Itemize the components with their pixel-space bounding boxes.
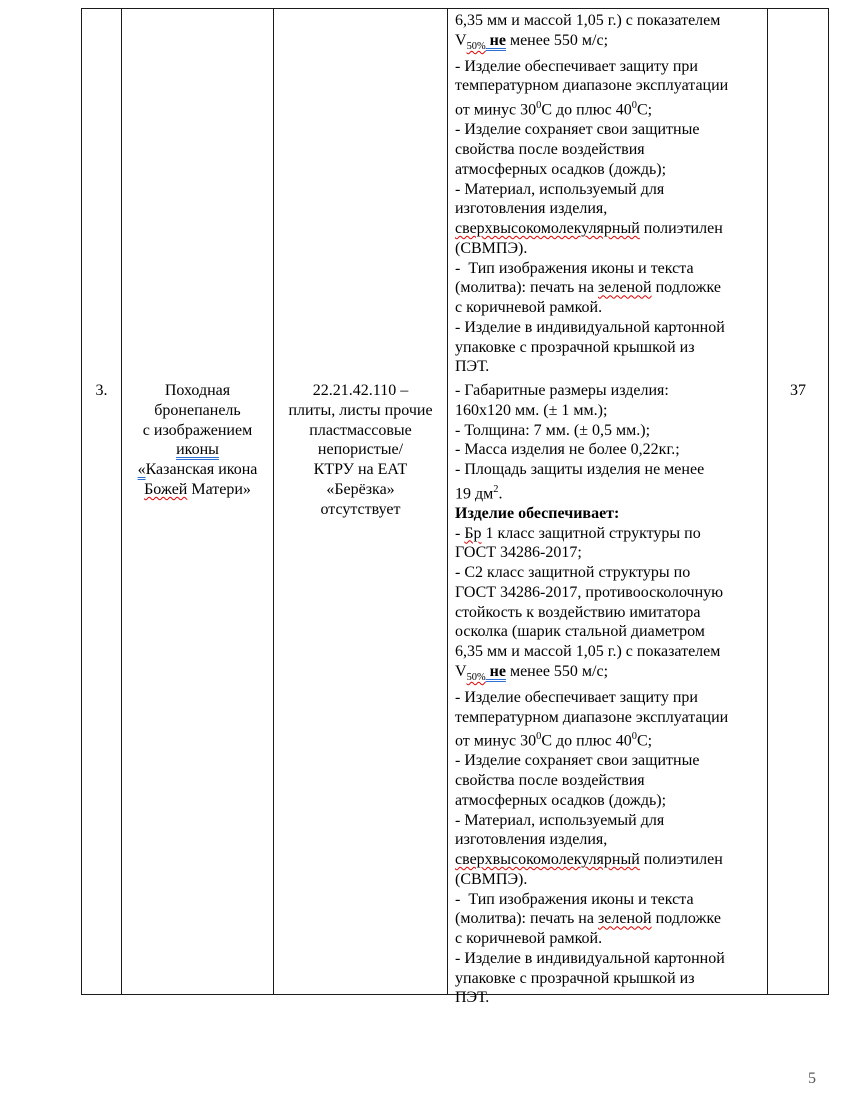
row-continuation-qty-cell [768, 9, 828, 379]
specs-table [81, 8, 829, 1007]
row3-item-code-cell: 22.21.42.110 – плиты, листы прочие пластмассовые непористые/ КТРУ на ЕАТ «Берёзка» отсутствует [274, 379, 448, 994]
row-continuation-code-cell [274, 9, 448, 379]
row3-qty-cell: 37 [790, 382, 806, 399]
row-continuation-specs-cell: 6,35 мм и массой 1,05 г.) с показателем $V_{50\%}$ не менее 550 м/с; - Изделие обеспечивает защиту при температурном диапазоне эксплуатации от минус $30^0С$ до плюс $40^0С$; - Изделие сохраняет свои защитные свойства после воздействия атмосферных осадков (дождь); - Материал, используемый для изготовления изделия, сверхвысокомолекулярный полиэтилен (СВМПЭ). - Тип изображения иконы и текста (молитва): печать на зеленой подложке с коричневой рамкой. - Изделие в индивидуальной картонной упаковке с прозрачной крышкой из ПЭТ. [448, 9, 768, 379]
row-continuation-name-cell [122, 9, 274, 379]
row3-item-name-cell: Походная бронепанель с изображением иконы «Казанская икона Божей Матери» [122, 379, 274, 994]
row3-specs-cell: - Габаритные размеры изделия: 160х120 мм. (± 1 мм.); - Толщина: 7 мм. (± 0,5 мм.); - Масса изделия не более 0,22кг.; - Площадь защиты изделия не менее 19 $дм^2$. Изделие обеспечивает: - Бр 1 класс защитной структуры по ГОСТ 34286-2017; - С2 класс защитной структуры по ГОСТ 34286-2017, противоосколочную стойкость к воздействию имитатора осколка (шарик стальной диаметром 6,35 мм и массой 1,05 г.) с показателем $V_{50\%}$ не менее 550 м/с; - Изделие обеспечивает защиту при температурном диапазоне эксплуатации от минус $30^0С$ до плюс $40^0С$; - Изделие сохраняет свои защитные свойства после воздействия атмосферных осадков (дождь); - Материал, используемый для изготовления изделия, сверхвысокомолекулярный полиэтилен (СВМПЭ). - Тип изображения иконы и текста (молитва): печать на зеленой подложке с коричневой рамкой. - Изделие в индивидуальной картонной упаковке с прозрачной крышкой из ПЭТ. [448, 379, 768, 994]
page-number: 5 [808, 1070, 816, 1087]
row3-number-cell: 3. [82, 379, 122, 994]
row-continuation-number-cell [82, 9, 122, 379]
